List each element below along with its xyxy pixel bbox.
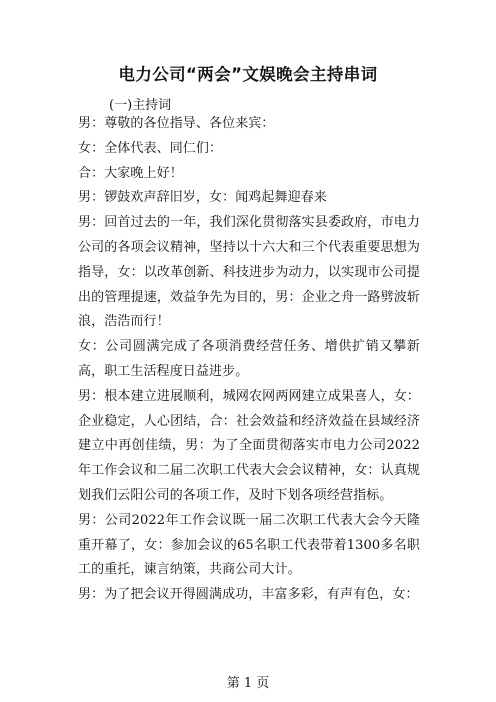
section-heading: (一)主持词 <box>109 98 172 113</box>
paragraph: 男：公司2022年工作会议既一届二次职工代表大会今天隆重开幕了，女：参加会议的65名职工代表带着1300多名职工的重托，谏言纳策，共商公司大计。 <box>78 512 420 578</box>
paragraph: 男：根本建立进展顺利，城网农网两网建立成果喜人，女：企业稳定，人心团结，合：社会效益和经济效益在县域经济建立中再创佳绩，男：为了全面贯彻落实市电力公司2022年工作会议和二届二次职工代表大会会议精神，女：认真规划我们云阳公司的各项工作，及时下划各项经营指标。 <box>78 388 420 503</box>
paragraph: 女：全体代表、同仁们： <box>78 140 223 156</box>
page-footer: 第 1 页 <box>226 676 270 691</box>
document-body <box>78 112 420 608</box>
paragraph: 合：大家晚上好！ <box>78 165 183 181</box>
paragraph: 女：公司圆满完成了各项消费经营任务、增供扩销又攀新高，职工生活程度日益进步。 <box>78 339 420 379</box>
document-title: 电力公司“两会”文娱晚会主持串词 <box>118 65 378 84</box>
paragraph: 男：回首过去的一年，我们深化贯彻落实县委政府，市电力公司的各项会议精神，坚持以十六大和三个代表重要思想为指导，女：以改革创新、科技进步为动力，以实现市公司提出的管理提速，效益争先为目的，男：企业之舟一路劈波斩浪，浩浩而行！ <box>78 215 420 330</box>
paragraph: 男：为了把会议开得圆满成功，丰富多彩，有声有色，女： <box>78 587 419 603</box>
paragraph: 男：锣鼓欢声辞旧岁，女：闻鸡起舞迎春来 <box>78 190 327 206</box>
paragraph: 男：尊敬的各位指导、各位来宾： <box>78 116 275 131</box>
